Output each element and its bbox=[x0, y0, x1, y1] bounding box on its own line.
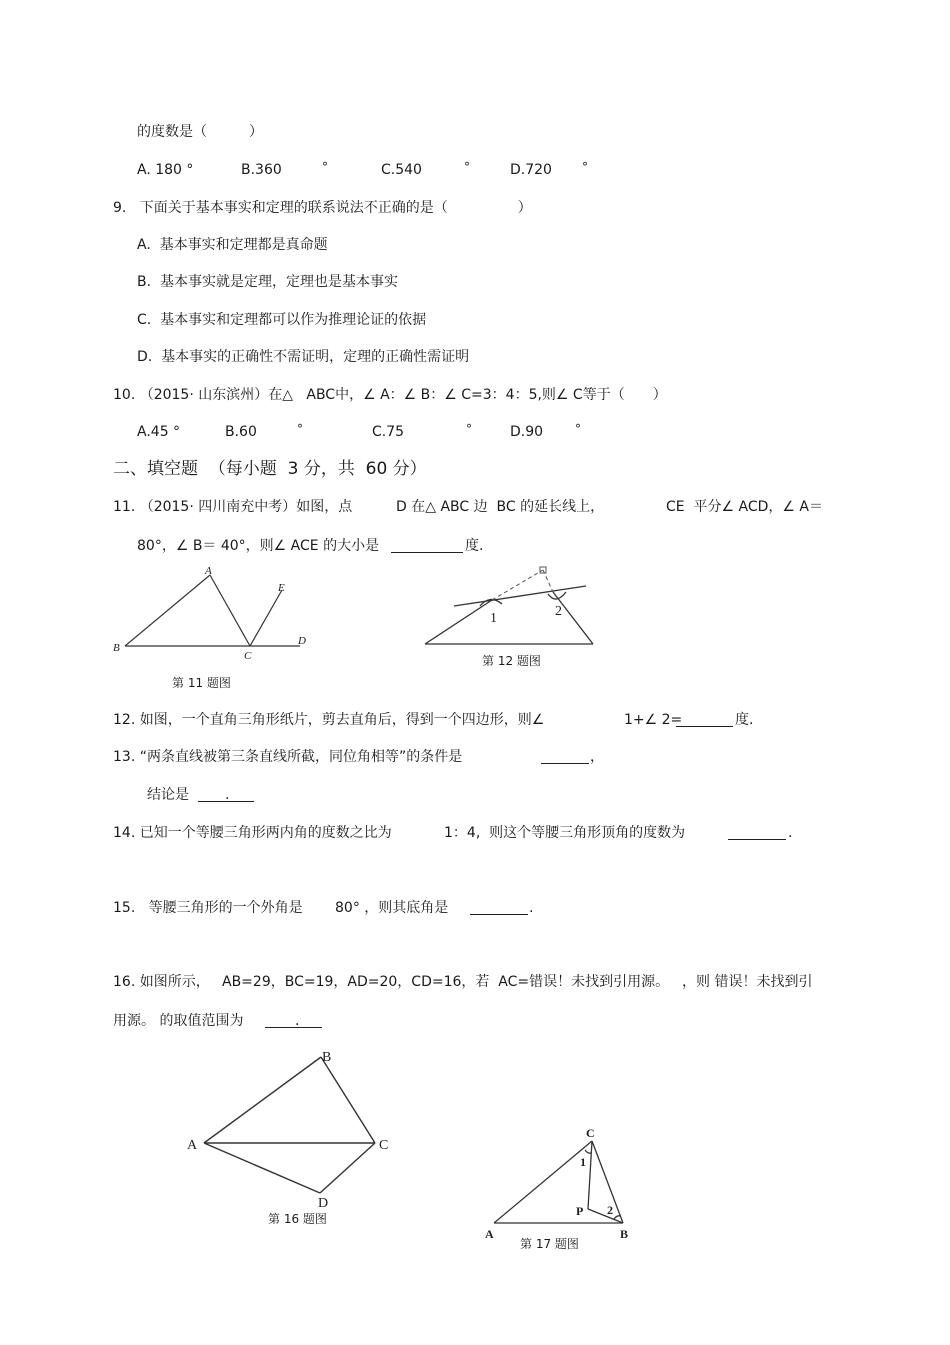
q13-text-d: . bbox=[225, 787, 230, 803]
fig16-label-b: B bbox=[322, 1050, 332, 1065]
fig12-removed-left bbox=[492, 570, 543, 600]
fig11-label-c: C bbox=[244, 650, 252, 662]
q9-stem: 9. 下面关于基本事实和定理的联系说法不正确的是（ ） bbox=[113, 200, 532, 216]
fig17-segment-cp bbox=[588, 1141, 592, 1209]
q8-tail: 的度数是（ ） bbox=[137, 124, 263, 140]
q16-text-e: . bbox=[295, 1013, 300, 1029]
fig17-angle-2-arc bbox=[614, 1216, 620, 1219]
q9-option-a: A. 基本事实和定理都是真命题 bbox=[137, 237, 328, 253]
fig12-label-2: 2 bbox=[555, 604, 562, 619]
q13-text-a: 13. “两条直线被第三条直线所截，同位角相等”的条件是 bbox=[113, 749, 463, 765]
fig11-label-e: E bbox=[278, 582, 285, 594]
q15-text-b: 80° ，则其底角是 bbox=[335, 900, 449, 916]
q12-text-b: 1+∠ 2= bbox=[624, 712, 683, 728]
fig11-segment-ba bbox=[125, 575, 210, 646]
figure-17 bbox=[480, 1125, 640, 1245]
fig11-label-a: A bbox=[205, 565, 212, 577]
fig12-label-1: 1 bbox=[490, 611, 497, 626]
q15-text-c: . bbox=[529, 900, 534, 916]
fig12-side-left bbox=[425, 600, 492, 644]
q10-degree-d: ° bbox=[575, 422, 581, 436]
figure-16 bbox=[180, 1045, 400, 1215]
q8-option-d: D.720 bbox=[510, 162, 552, 178]
fig17-label-c: C bbox=[586, 1126, 595, 1140]
fig11-label-d: D bbox=[298, 635, 306, 647]
q8-option-b: B.360 bbox=[241, 162, 282, 178]
fig12-cut-line bbox=[454, 586, 586, 606]
fig11-segment-ac bbox=[210, 575, 250, 646]
q15-answer-blank[interactable] bbox=[470, 900, 528, 915]
fig16-label-a: A bbox=[187, 1138, 198, 1153]
q16-answer-blank[interactable] bbox=[265, 1013, 322, 1028]
q11-answer-blank[interactable] bbox=[391, 538, 463, 553]
q10-stem: 10. （2015· 山东滨州）在△ ABC中，∠ A：∠ B：∠ C=3：4：5,则∠ C等于（ ） bbox=[113, 387, 667, 403]
q12-text-c: 度. bbox=[735, 712, 754, 728]
q8-option-a: A. 180 ° bbox=[137, 162, 194, 178]
fig16-segment-bc bbox=[321, 1057, 375, 1143]
q16-text-c: ，则 错误！未找到引 bbox=[682, 974, 813, 990]
fig17-label-b: B bbox=[620, 1227, 629, 1241]
q9-option-b: B. 基本事实就是定理，定理也是基本事实 bbox=[137, 274, 398, 290]
q12-answer-blank[interactable] bbox=[676, 712, 733, 727]
q14-answer-blank[interactable] bbox=[728, 825, 786, 840]
q16-text-a: 16. 如图所示， bbox=[113, 974, 210, 990]
fig17-label-a: A bbox=[485, 1227, 494, 1241]
q11-line1-c: CE 平分∠ ACD，∠ A＝ bbox=[666, 499, 823, 515]
section-heading: 二、填空题 （每小题 3 分，共 60 分） bbox=[113, 459, 427, 479]
q14-text-c: . bbox=[788, 825, 793, 841]
fig11-segment-ce bbox=[250, 590, 282, 646]
q10-option-a: A.45 ° bbox=[137, 424, 181, 440]
q10-option-b: B.60 bbox=[225, 424, 257, 440]
q10-option-c: C.75 bbox=[372, 424, 405, 440]
q13-condition-blank[interactable] bbox=[541, 749, 589, 764]
q14-text-b: 1：4, 则这个等腰三角形顶角的度数为 bbox=[444, 825, 686, 841]
fig17-caption: 第 17 题图 bbox=[520, 1237, 579, 1251]
q13-text-b: ， bbox=[590, 749, 604, 765]
q10-degree-b: ° bbox=[297, 422, 303, 436]
fig17-label-1: 1 bbox=[580, 1155, 586, 1169]
fig12-caption: 第 12 题图 bbox=[482, 654, 541, 668]
fig16-segment-dc bbox=[320, 1143, 375, 1193]
q9-option-d: D. 基本事实的正确性不需证明，定理的正确性需证明 bbox=[137, 349, 470, 365]
fig17-label-p: P bbox=[576, 1204, 584, 1218]
fig11-label-b: B bbox=[113, 642, 120, 654]
q16-text-d: 用源。 的取值范围为 bbox=[113, 1013, 244, 1029]
q11-line2-a: 80°，∠ B＝ 40°，则∠ ACE 的大小是 bbox=[137, 538, 380, 554]
fig16-caption: 第 16 题图 bbox=[268, 1212, 327, 1226]
q15-text-a: 15. 等腰三角形的一个外角是 bbox=[113, 900, 303, 916]
fig17-label-2: 2 bbox=[607, 1203, 613, 1217]
q13-text-c: 结论是 bbox=[147, 787, 189, 803]
fig16-segment-ab bbox=[204, 1057, 321, 1143]
q12-text-a: 12. 如图，一个直角三角形纸片，剪去直角后，得到一个四边形，则∠ bbox=[113, 712, 545, 728]
q8-degree-d: ° bbox=[582, 160, 588, 174]
q14-text-a: 14. 已知一个等腰三角形两内角的度数之比为 bbox=[113, 825, 392, 841]
fig11-caption: 第 11 题图 bbox=[172, 676, 231, 690]
figure-11 bbox=[110, 565, 310, 665]
q11-line2-b: 度. bbox=[465, 538, 484, 554]
q11-line1-b: D 在△ ABC 边 BC 的延长线上， bbox=[396, 499, 605, 515]
fig16-label-c: C bbox=[379, 1138, 389, 1153]
q8-degree-c: ° bbox=[464, 160, 470, 174]
q9-option-c: C. 基本事实和定理都可以作为推理论证的依据 bbox=[137, 312, 427, 328]
figure-12 bbox=[420, 562, 600, 652]
q8-option-c: C.540 bbox=[381, 162, 422, 178]
fig17-angle-1-arc bbox=[585, 1150, 591, 1153]
q10-option-d: D.90 bbox=[510, 424, 544, 440]
q8-degree-b: ° bbox=[322, 160, 328, 174]
q11-line1-a: 11. （2015· 四川南充中考）如图，点 bbox=[113, 499, 353, 515]
q10-degree-c: ° bbox=[466, 422, 472, 436]
fig16-segment-ad bbox=[204, 1143, 320, 1193]
q16-text-b: AB=29，BC=19，AD=20，CD=16，若 AC=错误！未找到引用源。 bbox=[222, 974, 670, 990]
fig16-label-d: D bbox=[318, 1196, 329, 1211]
